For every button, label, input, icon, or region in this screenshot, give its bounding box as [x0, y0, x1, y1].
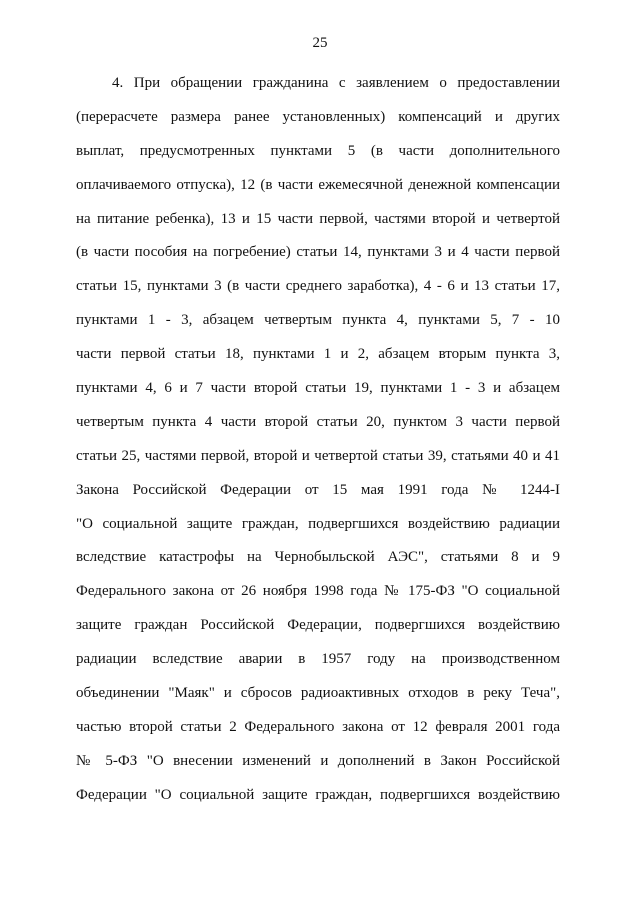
text-line: частью второй статьи 2 Федерального закона от 12 февраля 2001 года: [76, 718, 560, 735]
text-line: вследствие катастрофы на Чернобыльской АЭС", статьями 8 и 9: [76, 549, 560, 566]
page-number: 25: [312, 35, 328, 51]
text-line: защите граждан Российской Федерации, подвергшихся воздействию: [76, 617, 560, 634]
text-line: Закона Российской Федерации от 15 мая 1991 года № 1244-I: [76, 481, 560, 498]
text-line: Федерального закона от 26 ноября 1998 года № 175-ФЗ "О социальной: [76, 583, 560, 600]
text-line: на питание ребенка), 13 и 15 части первой, частями второй и четвертой: [76, 210, 560, 227]
text-line: четвертым пункта 4 части второй статьи 20, пунктом 3 части первой: [76, 413, 560, 430]
text-line: "О социальной защите граждан, подвергшихся воздействию радиации: [76, 515, 560, 532]
text-line: № 5-ФЗ "О внесении изменений и дополнений в Закон Российской: [76, 752, 560, 769]
text-line: статьи 15, пунктами 3 (в части среднего заработка), 4 - 6 и 13 статьи 17,: [76, 278, 560, 295]
text-line: объединении "Маяк" и сбросов радиоактивных отходов в реку Теча",: [76, 685, 560, 702]
text-line: (в части пособия на погребение) статьи 14, пунктами 3 и 4 части первой: [76, 244, 560, 261]
text-line: оплачиваемого отпуска), 12 (в части ежемесячной денежной компенсации: [76, 176, 560, 193]
text-line: (перерасчете размера ранее установленных) компенсаций и других: [76, 108, 560, 125]
text-line: Федерации "О социальной защите граждан, подвергшихся воздействию: [76, 786, 560, 803]
text-line: 4. При обращении гражданина с заявлением о предоставлении: [112, 75, 560, 91]
text-line: статьи 25, частями первой, второй и четвертой статьи 39, статьями 40 и 41: [76, 447, 560, 464]
text-line: выплат, предусмотренных пунктами 5 (в части дополнительного: [76, 142, 560, 159]
text-line: пунктами 1 - 3, абзацем четвертым пункта 4, пунктами 5, 7 - 10: [76, 312, 560, 329]
paragraph-4: [76, 67, 560, 813]
text-line: пунктами 4, 6 и 7 части второй статьи 19, пунктами 1 - 3 и абзацем: [76, 380, 560, 397]
text-line: части первой статьи 18, пунктами 1 и 2, абзацем вторым пункта 3,: [76, 346, 560, 363]
text-line: радиации вследствие аварии в 1957 году на производственном: [76, 651, 560, 668]
